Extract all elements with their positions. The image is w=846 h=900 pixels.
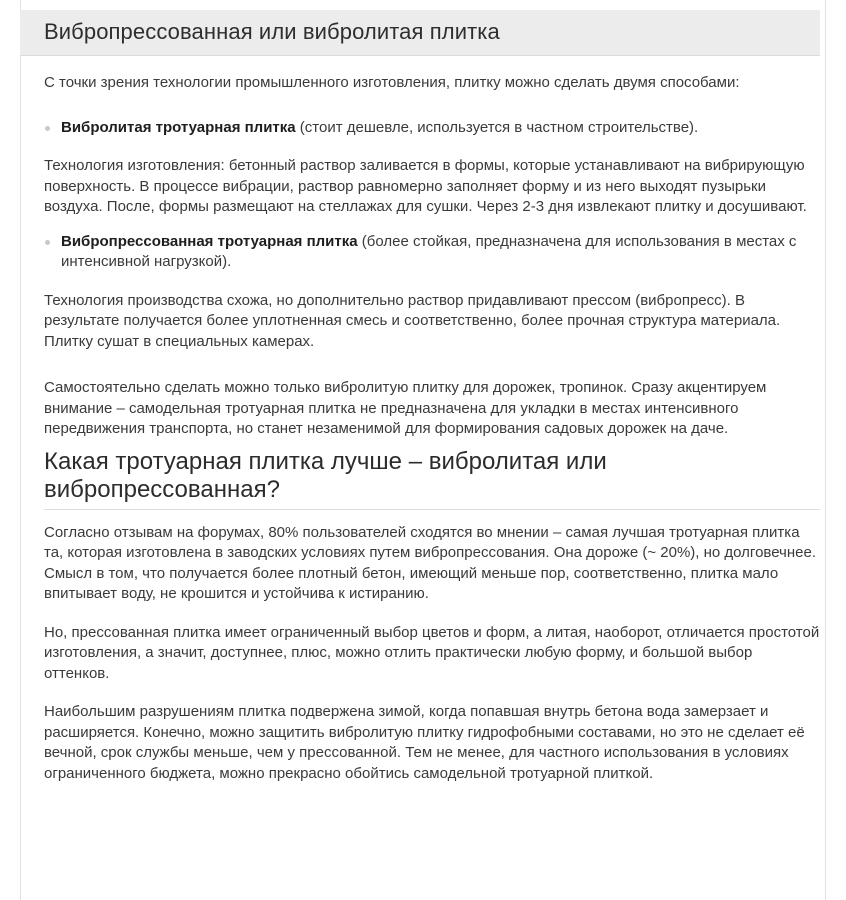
colors-forms-paragraph: Но, прессованная плитка имеет ограниченный выбор цветов и форм, а литая, наоборот, отличается простотой изготовления, а значит, доступнее, плюс, можно отлить практически любую форму, и большой выбор оттенков. bbox=[44, 623, 820, 682]
bullet-dot-icon bbox=[45, 240, 50, 245]
intro-paragraph: С точки зрения технологии промышленного изготовления, плитку можно сделать двумя способами: bbox=[44, 74, 740, 91]
list-item-text: (более стойкая, предназначена для использования в местах с интенсивной нагрузкой). bbox=[61, 232, 797, 270]
comparison-heading: Какая тротуарная плитка лучше – вибролитая или вибропрессованная? bbox=[44, 448, 820, 510]
bullet-dot-icon bbox=[45, 126, 50, 131]
section-title: Вибропрессованная или вибролитая плитка bbox=[44, 19, 500, 44]
list-item-text: (стоит дешевле, используется в частном строительстве). bbox=[295, 118, 699, 136]
article-content bbox=[44, 73, 820, 784]
forum-opinion-paragraph: Согласно отзывам на форумах, 80% пользователей сходятся во мнении – самая лучшая тротуарная плитка та, которая изготовлена в заводских условиях путем вибропрессования. Она дороже (~ 20%), но долговечнее. Смысл в том, что получается более плотный бетон, имеющий меньше пор, соответственно, плитка мало впитывает воду, не крошится и устойчива к истиранию. bbox=[44, 523, 817, 602]
list-item-vibrocast bbox=[44, 118, 820, 139]
frame-left-border bbox=[20, 0, 21, 900]
list-item-vibropressed bbox=[44, 232, 820, 273]
list-item-title: Вибропрессованная тротуарная плитка bbox=[61, 232, 358, 250]
frame-right-border bbox=[825, 0, 826, 900]
list-item-title: Вибролитая тротуарная плитка bbox=[61, 118, 296, 136]
vibrocast-technology-paragraph: Технология изготовления: бетонный раствор заливается в формы, которые устанавливают на вибрирующую поверхность. В процессе вибрации, раствор равномерно заполняет форму и из него выходят пузырьки воздуха. После, формы размещают на стеллажах для сушки. Через 2-3 дня извлекают плитку и досушивают. bbox=[44, 157, 807, 215]
self-made-paragraph: Самостоятельно сделать можно только вибролитую плитку для дорожек, тропинок. Сразу акцентируем внимание – самодельная тротуарная плитка не предназначена для укладки в местах интенсивного передвижения транспорта, но станет незаменимой для формирования садовых дорожек на даче. bbox=[44, 379, 767, 437]
vibropressed-technology-paragraph: Технология производства схожа, но дополнительно раствор придавливают прессом (вибропресс). В результате получается более уплотненная смесь и соответственно, более прочная структура материала. Плитку сушат в специальных камерах. bbox=[44, 291, 781, 350]
winter-damage-paragraph: Наибольшим разрушениям плитка подвержена зимой, когда попавшая внутрь бетона вода замерзает и расширяется. Конечно, можно защитить вибролитую плитку гидрофобными составами, но это не сделает её вечной, срок службы меньше, чем у прессованной. Тем не менее, для частного использования в условиях ограниченного бюджета, можно прекрасно обойтись самодельной тротуарной плиткой. bbox=[44, 703, 805, 782]
